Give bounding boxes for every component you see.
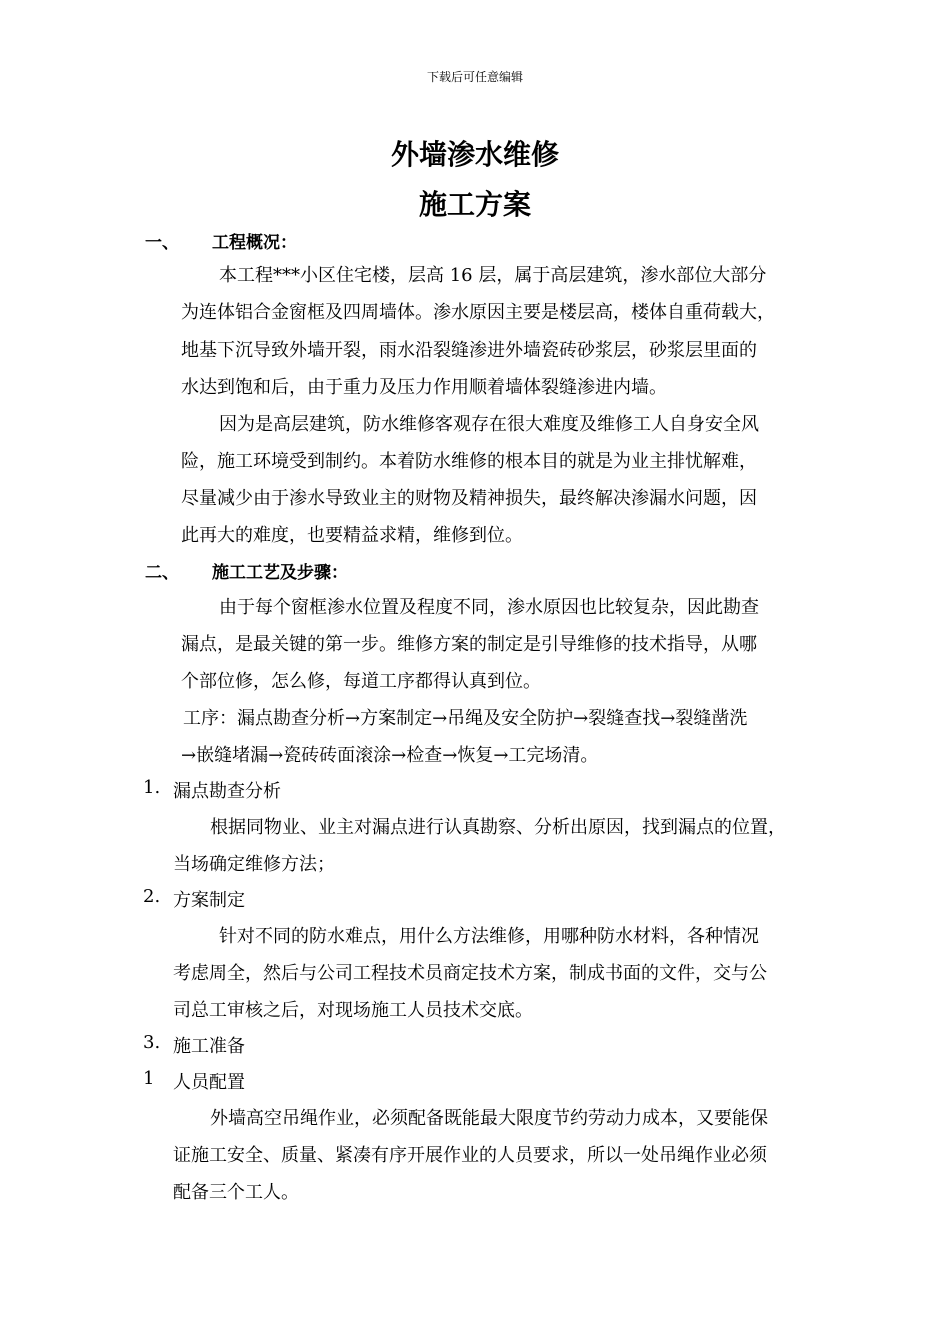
subitem1-number: 1 bbox=[143, 1068, 155, 1089]
item2-title: 方案制定 bbox=[173, 890, 245, 911]
section2-process-line1: 工序：漏点勘查分析→方案制定→吊绳及安全防护→裂缝查找→裂缝凿洗 bbox=[183, 708, 748, 729]
item3-title: 施工准备 bbox=[173, 1036, 245, 1057]
item2-number: 2. bbox=[143, 886, 161, 907]
section1-para2-line1: 因为是高层建筑，防水维修客观存在很大难度及维修工人自身安全风 bbox=[219, 414, 759, 435]
item1-title: 漏点勘查分析 bbox=[173, 781, 281, 802]
section1-para2-line4: 此再大的难度，也要精益求精，维修到位。 bbox=[181, 525, 523, 546]
header-note: 下载后可任意编辑 bbox=[426, 70, 523, 84]
document-title-line1: 外墙渗水维修 bbox=[390, 138, 559, 171]
section2-number: 二、 bbox=[145, 563, 179, 583]
item2-body-line1: 针对不同的防水难点，用什么方法维修，用哪种防水材料，各种情况 bbox=[219, 926, 759, 947]
section1-para1-line1: 本工程***小区住宅楼，层高 16 层，属于高层建筑，渗水部位大部分 bbox=[219, 265, 767, 286]
section1-number: 一、 bbox=[145, 233, 179, 253]
section2-process-line2: →嵌缝堵漏→瓷砖砖面滚涂→检查→恢复→工完场清。 bbox=[181, 745, 599, 766]
section1-para1-line3: 地基下沉导致外墙开裂，雨水沿裂缝渗进外墙瓷砖砂浆层，砂浆层里面的 bbox=[181, 340, 757, 361]
subitem1-body-line2: 证施工安全、质量、紧凑有序开展作业的人员要求，所以一处吊绳作业必须 bbox=[173, 1145, 767, 1166]
section1-para1-line4: 水达到饱和后，由于重力及压力作用顺着墙体裂缝渗进内墙。 bbox=[181, 377, 667, 398]
item2-body-line3: 司总工审核之后，对现场施工人员技术交底。 bbox=[173, 1000, 533, 1021]
item3-number: 3. bbox=[143, 1032, 161, 1053]
item1-number: 1. bbox=[143, 777, 161, 798]
item1-body-line2: 当场确定维修方法； bbox=[173, 854, 335, 875]
section2-para1-line2: 漏点，是最关键的第一步。维修方案的制定是引导维修的技术指导，从哪 bbox=[181, 634, 757, 655]
section2-para1-line1: 由于每个窗框渗水位置及程度不同，渗水原因也比较复杂，因此勘查 bbox=[219, 597, 759, 618]
document-title-line2: 施工方案 bbox=[418, 188, 531, 221]
subitem1-title: 人员配置 bbox=[173, 1072, 245, 1093]
section1-para2-line2: 险，施工环境受到制约。本着防水维修的根本目的就是为业主排忧解难， bbox=[181, 451, 757, 472]
subitem1-body-line3: 配备三个工人。 bbox=[173, 1182, 299, 1203]
section2-title: 施工工艺及步骤： bbox=[212, 563, 348, 583]
item2-body-line2: 考虑周全，然后与公司工程技术员商定技术方案，制成书面的文件，交与公 bbox=[173, 963, 767, 984]
section1-title: 工程概况： bbox=[212, 233, 297, 253]
section2-para1-line3: 个部位修，怎么修，每道工序都得认真到位。 bbox=[181, 671, 541, 692]
section1-para1-line2: 为连体铝合金窗框及四周墙体。渗水原因主要是楼层高，楼体自重荷载大， bbox=[181, 302, 775, 323]
subitem1-body-line1: 外墙高空吊绳作业，必须配备既能最大限度节约劳动力成本，又要能保 bbox=[210, 1108, 768, 1129]
section1-para2-line3: 尽量减少由于渗水导致业主的财物及精神损失，最终解决渗漏水问题，因 bbox=[181, 488, 757, 509]
item1-body-line1: 根据同物业、业主对漏点进行认真勘察、分析出原因，找到漏点的位置， bbox=[210, 817, 786, 838]
